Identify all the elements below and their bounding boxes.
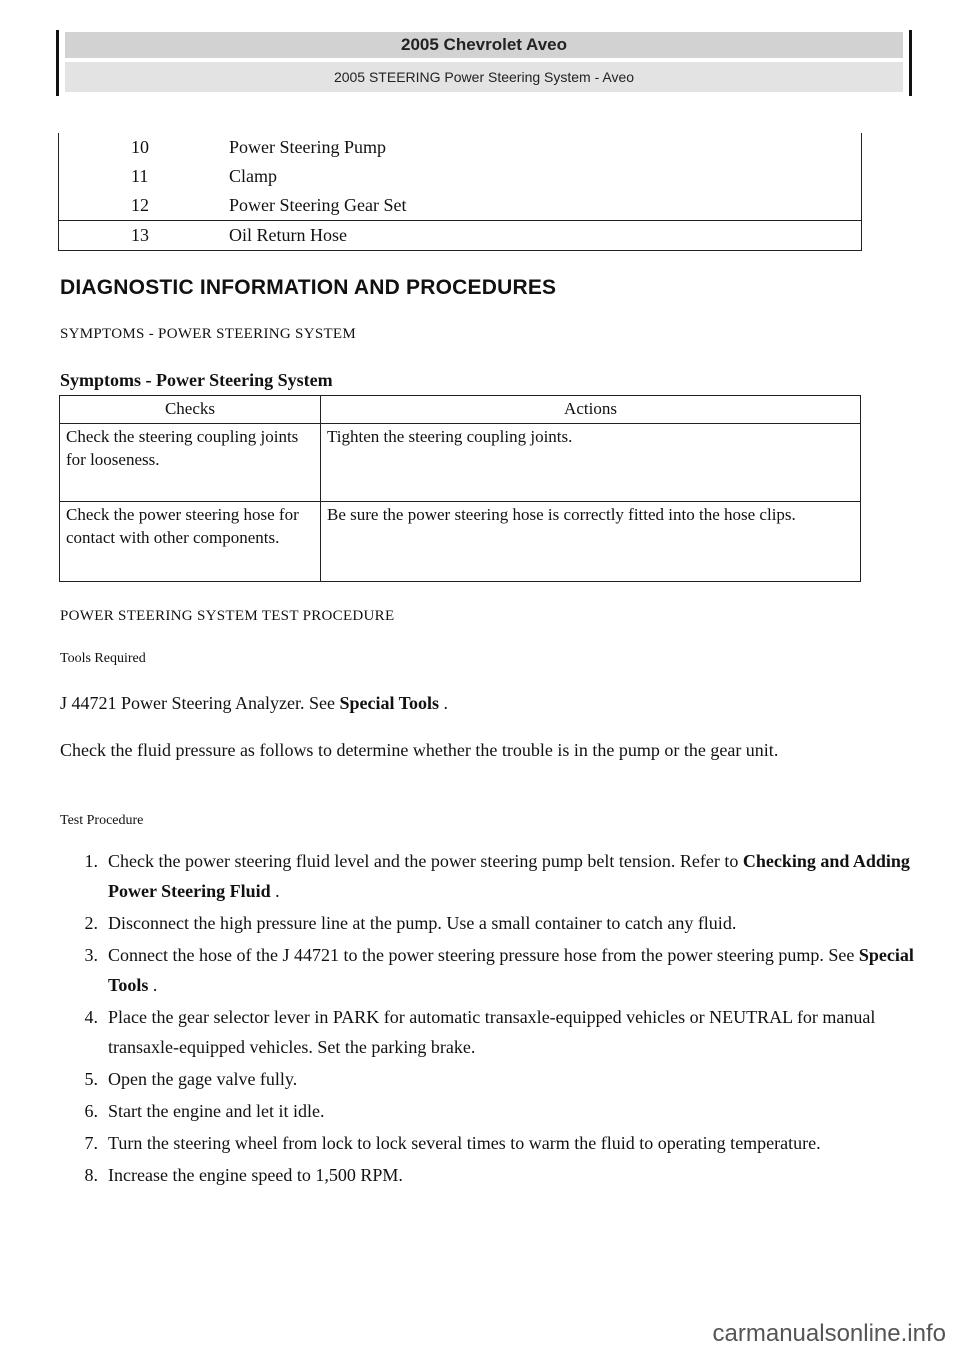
legend-number: 13 xyxy=(131,225,149,245)
list-item xyxy=(60,940,920,1000)
watermark: carmanualsonline.info xyxy=(712,1320,946,1347)
test-procedure-heading: POWER STEERING SYSTEM TEST PROCEDURE xyxy=(60,608,395,624)
procedure-subheading: Test Procedure xyxy=(60,813,144,828)
legend-row xyxy=(59,133,861,162)
checking-fluid-link[interactable]: Checking and Adding Power Steering Fluid xyxy=(108,851,910,901)
legend-number: 11 xyxy=(131,166,149,186)
step-number: 7. xyxy=(84,1133,98,1153)
page-header xyxy=(56,30,912,96)
procedure-steps-list xyxy=(60,846,920,1192)
special-tools-link[interactable]: Special Tools xyxy=(108,945,914,995)
step-number: 5. xyxy=(84,1069,98,1089)
step-number: 1. xyxy=(84,851,98,871)
symptoms-table xyxy=(59,395,861,582)
action-cell: Be sure the power steering hose is correctly fitted into the hose clips. xyxy=(321,502,861,582)
step-number: 6. xyxy=(84,1101,98,1121)
tools-required-heading: Tools Required xyxy=(60,651,146,666)
table-header-row xyxy=(60,396,861,424)
step-text: Increase the engine speed to 1,500 RPM. xyxy=(108,1165,403,1185)
table-row xyxy=(60,424,861,502)
step-text: Start the engine and let it idle. xyxy=(108,1101,325,1121)
list-item xyxy=(60,1128,920,1158)
step-number: 2. xyxy=(84,913,98,933)
action-cell: Tighten the steering coupling joints. xyxy=(321,424,861,502)
tools-text: J 44721 Power Steering Analyzer. See xyxy=(60,693,335,713)
legend-label: Power Steering Gear Set xyxy=(229,195,407,215)
list-item xyxy=(60,1160,920,1190)
check-cell: Check the power steering hose for contact with other components. xyxy=(60,502,321,582)
legend-row xyxy=(59,220,861,250)
section-title: DIAGNOSTIC INFORMATION AND PROCEDURES xyxy=(60,276,557,299)
symptoms-heading: SYMPTOMS - POWER STEERING SYSTEM xyxy=(60,326,357,342)
list-item xyxy=(60,846,920,906)
document-subtitle: 2005 STEERING Power Steering System - Aveo xyxy=(65,62,903,92)
special-tools-link[interactable]: Special Tools xyxy=(339,693,439,713)
list-item xyxy=(60,1064,920,1094)
legend-number: 10 xyxy=(131,137,149,157)
tools-end: . xyxy=(439,693,448,713)
list-item xyxy=(60,908,920,938)
intro-paragraph: Check the fluid pressure as follows to determine whether the trouble is in the pump or the gear unit. xyxy=(60,740,779,760)
check-cell: Check the steering coupling joints for looseness. xyxy=(60,424,321,502)
step-number: 4. xyxy=(84,1007,98,1027)
table-row xyxy=(60,502,861,582)
step-text: Open the gage valve fully. xyxy=(108,1069,298,1089)
step-text: Place the gear selector lever in PARK for automatic transaxle-equipped vehicles or NEUTRAL for manual transaxle-equipped vehicles. Set the parking brake. xyxy=(108,1007,876,1057)
legend-number: 12 xyxy=(131,195,149,215)
step-text: Turn the steering wheel from lock to lock several times to warm the fluid to operating temperature. xyxy=(108,1133,821,1153)
step-number: 3. xyxy=(84,945,98,965)
step-text: Connect the hose of the J 44721 to the power steering pressure hose from the power steering pump. See Special Tools . xyxy=(108,945,914,995)
legend-row xyxy=(59,162,861,191)
column-header-actions: Actions xyxy=(321,396,861,424)
legend-label: Power Steering Pump xyxy=(229,137,386,157)
tools-paragraph xyxy=(60,688,900,718)
legend-label: Clamp xyxy=(229,166,277,186)
step-text: Check the power steering fluid level and the power steering pump belt tension. Refer to Checking and Adding Power Steering Fluid . xyxy=(108,851,910,901)
table-caption: Symptoms - Power Steering System xyxy=(60,370,333,390)
document-title: 2005 Chevrolet Aveo xyxy=(65,32,903,58)
step-text: Disconnect the high pressure line at the pump. Use a small container to catch any fluid. xyxy=(108,913,737,933)
legend-row xyxy=(59,191,861,220)
column-header-checks: Checks xyxy=(60,396,321,424)
component-legend-table xyxy=(58,133,862,251)
legend-label: Oil Return Hose xyxy=(229,225,347,245)
step-number: 8. xyxy=(84,1165,98,1185)
list-item xyxy=(60,1096,920,1126)
list-item xyxy=(60,1002,920,1062)
